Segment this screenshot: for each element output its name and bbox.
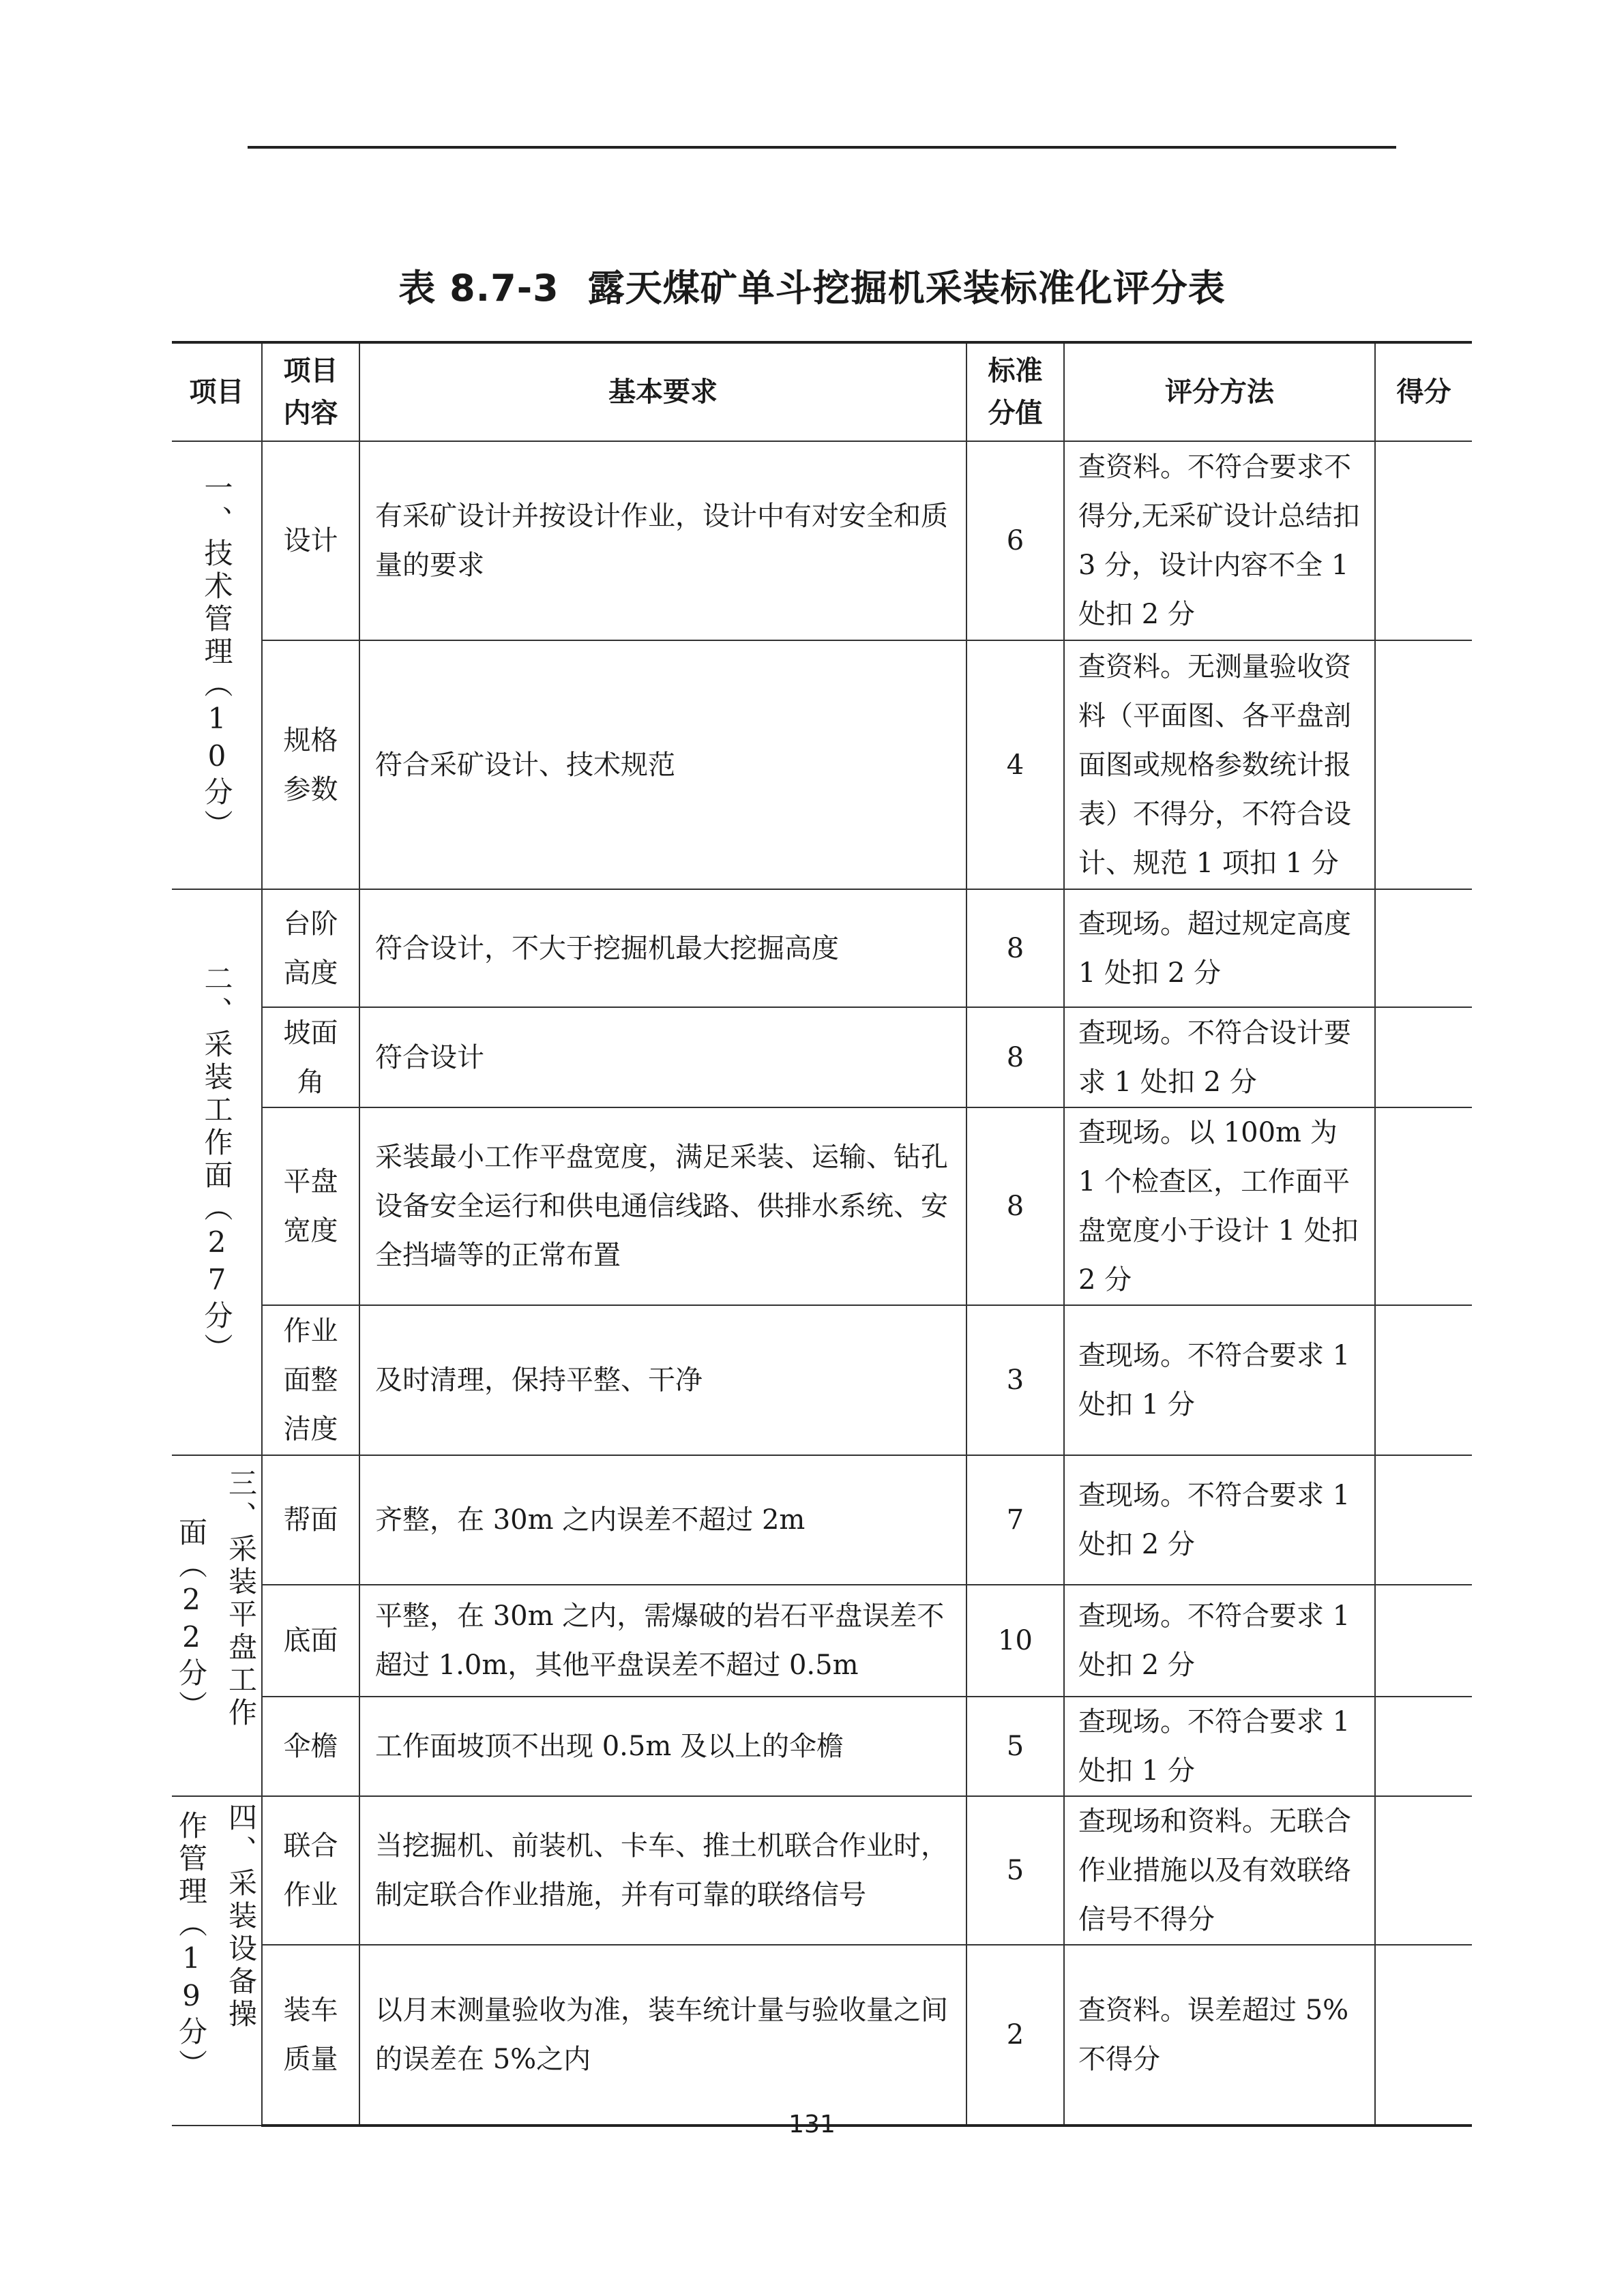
- row-score: 8: [966, 889, 1064, 1007]
- row-content: 联合作业: [262, 1796, 359, 1945]
- header-method: 评分方法: [1064, 342, 1375, 441]
- row-score: 4: [966, 640, 1064, 889]
- row-content: 作业面整洁度: [262, 1305, 359, 1455]
- table-row: [172, 441, 1472, 640]
- row-got: [1375, 1107, 1472, 1305]
- section-label: 二、采装工作面（27分）: [200, 963, 234, 1366]
- row-requirement: 当挖掘机、前装机、卡车、推土机联合作业时，制定联合作业措施，并有可靠的联络信号: [359, 1796, 966, 1945]
- table-row: [172, 640, 1472, 889]
- row-method: 查现场。超过规定高度 1 处扣 2 分: [1064, 889, 1375, 1007]
- scoring-table: [172, 341, 1472, 2127]
- row-method: 查资料。不符合要求不得分,无采矿设计总结扣 3 分，设计内容不全 1 处扣 2 分: [1064, 441, 1375, 640]
- table-title: [0, 259, 1624, 312]
- row-requirement: 有采矿设计并按设计作业，设计中有对安全和质量的要求: [359, 441, 966, 640]
- row-content: 规格参数: [262, 640, 359, 889]
- table-row: [172, 1305, 1472, 1455]
- row-requirement: 符合设计: [359, 1007, 966, 1107]
- section-equipment-operation: [172, 1796, 262, 2126]
- section-loading-face: [172, 889, 262, 1455]
- row-content: 台阶高度: [262, 889, 359, 1007]
- row-score: 5: [966, 1697, 1064, 1796]
- row-score: 3: [966, 1305, 1064, 1455]
- row-got: [1375, 1455, 1472, 1585]
- row-method: 查现场。不符合要求 1 处扣 1 分: [1064, 1305, 1375, 1455]
- row-requirement: 工作面坡顶不出现 0.5m 及以上的伞檐: [359, 1697, 966, 1796]
- row-got: [1375, 1007, 1472, 1107]
- row-got: [1375, 1585, 1472, 1697]
- table-row: [172, 1945, 1472, 2126]
- row-score: 8: [966, 1107, 1064, 1305]
- table-caption: 露天煤矿单斗挖掘机采装标准化评分表: [587, 267, 1226, 310]
- row-got: [1375, 1945, 1472, 2126]
- table-row: [172, 889, 1472, 1007]
- section-label: 一、技术管理（10分）: [200, 473, 234, 842]
- section-label: 四、采装设备操: [224, 1802, 258, 2031]
- page-number: 131: [788, 2111, 836, 2138]
- row-requirement: 及时清理，保持平整、干净: [359, 1305, 966, 1455]
- row-requirement: 符合设计，不大于挖掘机最大挖掘高度: [359, 889, 966, 1007]
- table-row: [172, 1007, 1472, 1107]
- row-score: 2: [966, 1945, 1064, 2126]
- row-method: 查资料。误差超过 5%不得分: [1064, 1945, 1375, 2126]
- row-content: 坡面角: [262, 1007, 359, 1107]
- header-requirement: 基本要求: [359, 342, 966, 441]
- row-method: 查现场。不符合要求 1 处扣 1 分: [1064, 1697, 1375, 1796]
- row-requirement: 符合采矿设计、技术规范: [359, 640, 966, 889]
- table-number: 表 8.7-3: [398, 267, 559, 310]
- section-label: 面（22分）: [175, 1517, 208, 1723]
- row-got: [1375, 1697, 1472, 1796]
- header-rule: [248, 146, 1396, 149]
- row-score: 8: [966, 1007, 1064, 1107]
- row-method: 查现场。不符合设计要求 1 处扣 2 分: [1064, 1007, 1375, 1107]
- row-got: [1375, 640, 1472, 889]
- table-row: [172, 1107, 1472, 1305]
- row-content: 设计: [262, 441, 359, 640]
- table-row: [172, 1796, 1472, 1945]
- row-got: [1375, 889, 1472, 1007]
- row-content: 底面: [262, 1585, 359, 1697]
- row-score: 7: [966, 1455, 1064, 1585]
- section-loading-platform: [172, 1455, 262, 1796]
- table-row: [172, 1697, 1472, 1796]
- header-item: 项目: [172, 342, 262, 441]
- row-content: 伞檐: [262, 1697, 359, 1796]
- table-header-row: [172, 342, 1472, 441]
- table-row: [172, 1455, 1472, 1585]
- row-score: 10: [966, 1585, 1064, 1697]
- row-score: 5: [966, 1796, 1064, 1945]
- row-method: 查现场。以 100m 为 1 个检查区，工作面平盘宽度小于设计 1 处扣 2 分: [1064, 1107, 1375, 1305]
- row-requirement: 齐整，在 30m 之内误差不超过 2m: [359, 1455, 966, 1585]
- row-content: 帮面: [262, 1455, 359, 1585]
- section-label: 三、采装平盘工作: [224, 1468, 258, 1730]
- row-got: [1375, 441, 1472, 640]
- row-score: 6: [966, 441, 1064, 640]
- row-method: 查现场。不符合要求 1 处扣 2 分: [1064, 1455, 1375, 1585]
- row-content: 平盘宽度: [262, 1107, 359, 1305]
- table-row: [172, 1585, 1472, 1697]
- row-content: 装车质量: [262, 1945, 359, 2126]
- header-content: 项目 内容: [262, 342, 359, 441]
- header-got: 得分: [1375, 342, 1472, 441]
- row-method: 查现场。不符合要求 1 处扣 2 分: [1064, 1585, 1375, 1697]
- row-method: 查资料。无测量验收资料（平面图、各平盘剖面图或规格参数统计报表）不得分，不符合设计、规范 1 项扣 1 分: [1064, 640, 1375, 889]
- section-technical-management: [172, 441, 262, 889]
- section-label: 作管理（19分）: [175, 1810, 208, 2082]
- header-score: 标准 分值: [966, 342, 1064, 441]
- row-method: 查现场和资料。无联合作业措施以及有效联络信号不得分: [1064, 1796, 1375, 1945]
- row-got: [1375, 1305, 1472, 1455]
- row-requirement: 采装最小工作平盘宽度，满足采装、运输、钻孔设备安全运行和供电通信线路、供排水系统、安全挡墙等的正常布置: [359, 1107, 966, 1305]
- row-got: [1375, 1796, 1472, 1945]
- row-requirement: 平整，在 30m 之内，需爆破的岩石平盘误差不超过 1.0m，其他平盘误差不超过 0.5m: [359, 1585, 966, 1697]
- row-requirement: 以月末测量验收为准，装车统计量与验收量之间的误差在 5%之内: [359, 1945, 966, 2126]
